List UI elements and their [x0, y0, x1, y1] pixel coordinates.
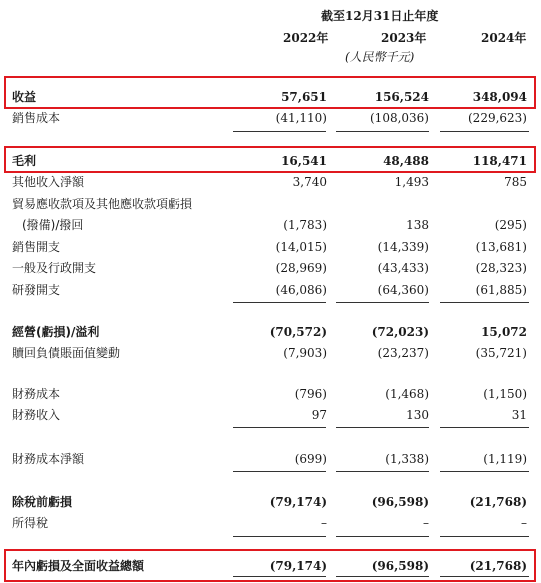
value-2024: 31 [511, 408, 527, 422]
row-redemption-liability [0, 343, 541, 363]
value-2024: 15,072 [481, 325, 527, 339]
value-2023: (1,338) [385, 452, 429, 466]
unit-label: (人民幣千元) [345, 50, 415, 64]
row-label: 年內虧損及全面收益總額 [12, 559, 145, 573]
subtotal-rule [336, 536, 429, 537]
value-2023: (72,023) [371, 325, 429, 339]
subtotal-rule [233, 131, 326, 132]
value-2023: (43,433) [377, 261, 429, 275]
year-2023-header: 2023年 [381, 31, 427, 45]
value-2023: (23,237) [377, 346, 429, 360]
value-2022: – [321, 516, 327, 530]
value-2024: 118,471 [472, 154, 527, 168]
value-2024: 785 [504, 175, 527, 189]
subtotal-rule [336, 131, 429, 132]
year-2022-header: 2022年 [283, 31, 329, 45]
row-net-finance-costs [0, 449, 541, 469]
value-2023: (96,598) [371, 495, 429, 509]
value-2023: (108,036) [370, 111, 429, 125]
subtotal-rule [440, 471, 529, 472]
row-label: 研發開支 [12, 283, 61, 297]
value-2023: (14,339) [377, 240, 429, 254]
row-label: 銷售開支 [12, 240, 61, 254]
highlight-gross-profit [4, 146, 536, 173]
subtotal-rule [336, 471, 429, 472]
year-2024-header: 2024年 [481, 31, 527, 45]
row-rd-expenses [0, 280, 541, 300]
value-2024: (229,623) [468, 111, 527, 125]
value-2023: (64,360) [377, 283, 429, 297]
value-2022: (41,110) [275, 111, 327, 125]
value-2023: 130 [406, 408, 429, 422]
value-2022: (46,086) [275, 283, 327, 297]
row-loss-before-tax [0, 492, 541, 512]
value-2024: (61,885) [475, 283, 527, 297]
value-2022: (79,174) [269, 559, 327, 573]
value-2023: 48,488 [383, 154, 429, 168]
value-2023: – [423, 516, 429, 530]
value-2022: (70,572) [269, 325, 327, 339]
value-2022: (28,969) [275, 261, 327, 275]
value-2024: (13,681) [475, 240, 527, 254]
subtotal-rule [233, 536, 326, 537]
row-label: 一般及行政開支 [12, 261, 97, 275]
row-label: 其他收入淨額 [12, 175, 85, 189]
value-2024: (1,150) [483, 387, 527, 401]
row-label: 贖回負債賬面值變動 [12, 346, 121, 360]
row-label: 財務成本淨額 [12, 452, 85, 466]
row-operating-result [0, 322, 541, 342]
value-2024: (21,768) [469, 559, 527, 573]
value-2023: 138 [406, 218, 429, 232]
row-impairment-label [0, 194, 541, 214]
value-2022: 16,541 [281, 154, 327, 168]
row-admin-expenses [0, 258, 541, 278]
row-label: 財務收入 [12, 408, 61, 422]
value-2023: 1,493 [394, 175, 429, 189]
value-2022: (79,174) [269, 495, 327, 509]
row-other-income [0, 172, 541, 192]
value-2022: (1,783) [283, 218, 327, 232]
row-label: 貿易應收款項及其他應收款項虧損 [12, 197, 193, 211]
value-2023: (96,598) [371, 559, 429, 573]
period-header: 截至12月31日止年度 [321, 9, 439, 23]
row-income-tax [0, 513, 541, 533]
value-2022: (796) [294, 387, 327, 401]
value-2022: 3,740 [292, 175, 327, 189]
subtotal-rule [336, 302, 429, 303]
subtotal-rule [440, 536, 529, 537]
row-label: 除稅前虧損 [12, 495, 73, 509]
row-label: 收益 [12, 90, 37, 104]
row-label: 銷售成本 [12, 111, 61, 125]
row-impairment [0, 215, 541, 235]
value-2024: (295) [494, 218, 527, 232]
value-2024: (28,323) [475, 261, 527, 275]
value-2024: (21,768) [469, 495, 527, 509]
subtotal-rule [440, 131, 529, 132]
highlight-revenue [4, 76, 536, 109]
row-finance-income [0, 405, 541, 425]
value-2022: (7,903) [283, 346, 327, 360]
subtotal-rule [233, 471, 326, 472]
value-2024: (1,119) [483, 452, 527, 466]
value-2022: (14,015) [275, 240, 327, 254]
row-label: (撥備)/撥回 [22, 218, 84, 232]
value-2022: (699) [294, 452, 327, 466]
value-2024: (35,721) [475, 346, 527, 360]
subtotal-rule [336, 427, 429, 428]
value-2023: (1,468) [385, 387, 429, 401]
row-finance-costs [0, 384, 541, 404]
highlight-total-loss [4, 549, 536, 582]
subtotal-rule [233, 302, 326, 303]
value-2024: 348,094 [472, 90, 527, 104]
value-2023: 156,524 [374, 90, 429, 104]
value-2022: 57,651 [281, 90, 327, 104]
value-2022: 97 [311, 408, 327, 422]
row-selling-expenses [0, 237, 541, 257]
value-2024: – [521, 516, 527, 530]
subtotal-rule [440, 427, 529, 428]
row-label: 經營(虧損)/溢利 [12, 325, 100, 339]
row-cost-of-sales [0, 108, 541, 128]
row-label: 財務成本 [12, 387, 61, 401]
subtotal-rule [233, 427, 326, 428]
row-label: 所得稅 [12, 516, 49, 530]
row-label: 毛利 [12, 154, 37, 168]
subtotal-rule [440, 302, 529, 303]
